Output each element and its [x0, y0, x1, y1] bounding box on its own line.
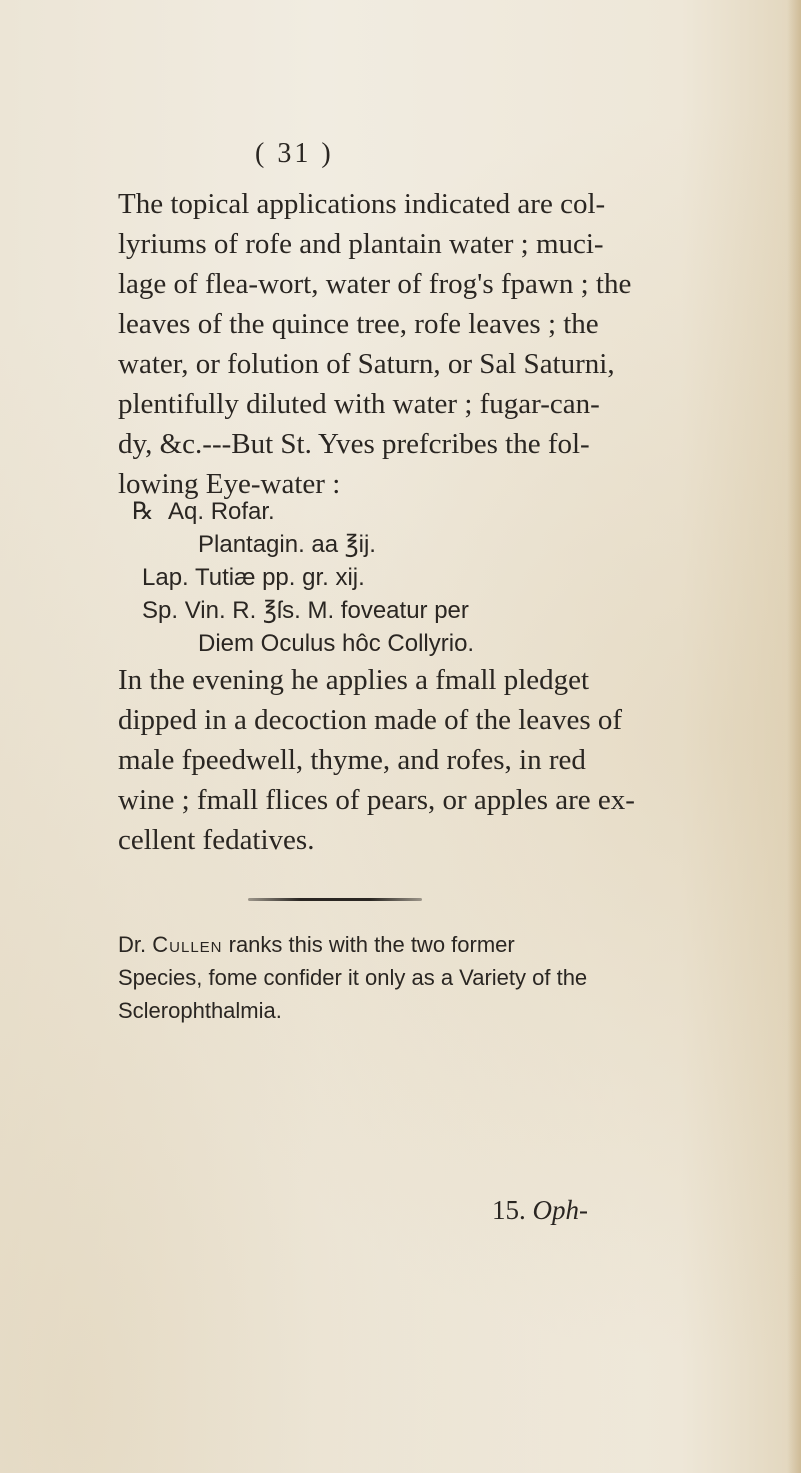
text-line: plentifully diluted with water ; fugar-can-: [118, 388, 600, 420]
text-line: lyriums of rofe and plantain water ; muci-: [118, 228, 604, 260]
paragraph-topical-applications: [118, 184, 632, 504]
text-line: Sclerophthalmia.: [118, 998, 282, 1023]
text-line: The topical applications indicated are col-: [118, 188, 606, 220]
section-divider: [248, 898, 422, 901]
text-line: cellent fedatives.: [118, 824, 315, 856]
note-line-text: ranks this with the two former: [228, 932, 515, 957]
text-line: water, or folution of Saturn, or Sal Saturni,: [118, 348, 615, 380]
recipe-line: Diem Oculus hôc Collyrio.: [198, 630, 475, 657]
note-prefix: Dr.: [118, 932, 147, 957]
paragraph-evening-pledget: [118, 660, 635, 860]
recipe-line: Lap. Tutiæ pp. gr. xij.: [142, 564, 365, 591]
text-line: dipped in a decoction made of the leaves of: [118, 704, 623, 736]
text-line: wine ; fmall flices of pears, or apples are ex-: [118, 784, 635, 816]
text-line: In the evening he applies a fmall pledget: [118, 664, 590, 696]
page-number: ( 31 ): [255, 138, 334, 169]
text-line: lowing Eye-water :: [118, 468, 341, 500]
recipe-line: Plantagin. aa ℥ij.: [198, 531, 376, 558]
text-line: lage of flea-wort, water of frog's fpawn ; the: [118, 268, 632, 300]
recipe-line: Sp. Vin. R. ℥ſs. M. foveatur per: [142, 597, 469, 624]
catchword-number: 15.: [492, 1195, 526, 1225]
recipe-line-text: Aq. Rofar.: [168, 498, 275, 525]
text-line: male fpeedwell, thyme, and rofes, in red: [118, 744, 586, 776]
text-line: [118, 928, 588, 961]
page-edge-shadow: [787, 0, 801, 1473]
text-line: dy, &c.---But St. Yves prefcribes the fol-: [118, 428, 590, 460]
text-line: Species, fome confider it only as a Variety of the: [118, 965, 588, 990]
text-line: leaves of the quince tree, rofe leaves ; the: [118, 308, 599, 340]
catchword-text: Oph-: [532, 1195, 588, 1225]
cullen-note: [118, 928, 588, 1027]
catchword: [492, 1195, 588, 1226]
recipe-symbol: ℞: [132, 498, 154, 525]
eye-water-recipe: [132, 495, 592, 660]
author-name: Cullen: [152, 932, 223, 957]
recipe-line: [132, 495, 592, 528]
